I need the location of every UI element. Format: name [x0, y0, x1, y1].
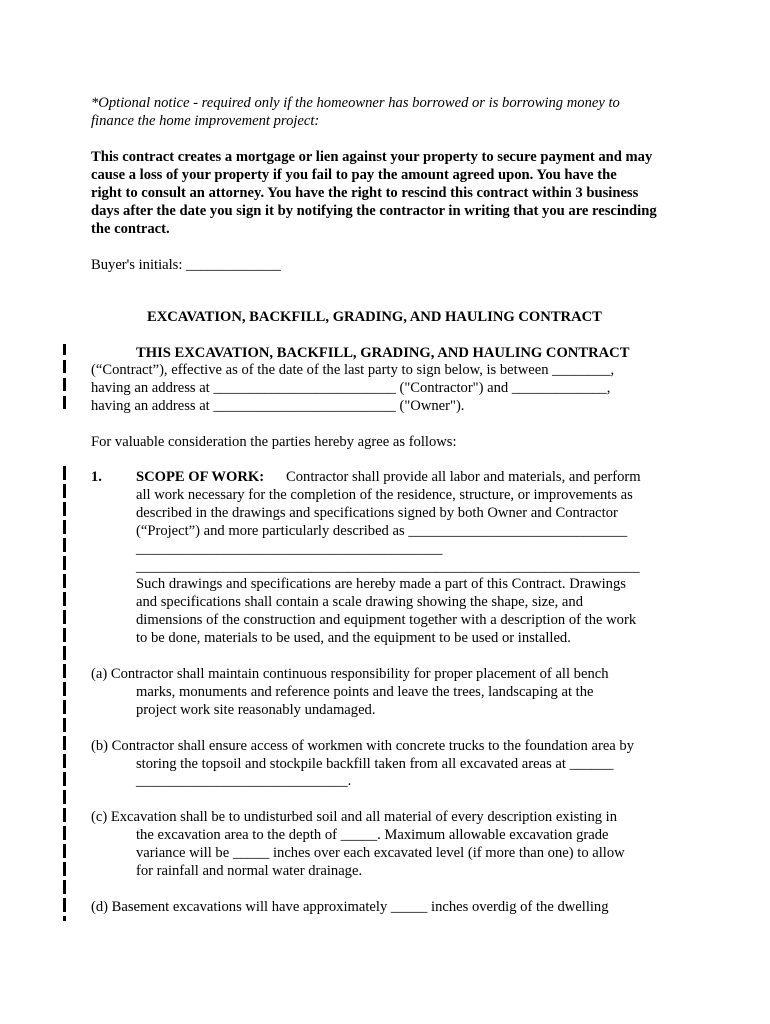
clause-c-line: for rainfall and normal water drainage. [136, 863, 363, 879]
section-line: Such drawings and specifications are hereby made a part of this Contract. Drawings [136, 576, 626, 592]
clause-b-line: storing the topsoil and stockpile backfill taken from all excavated areas at ______ [136, 756, 614, 772]
section-line: _____________________________________________________________________ [136, 559, 640, 575]
lien-warning-line: days after the date you sign it by notifying the contractor in writing that you are rescinding [91, 203, 657, 219]
section-line: all work necessary for the completion of the residence, structure, or improvements as [136, 487, 633, 503]
section-line: dimensions of the construction and equipment together with a description of the work [136, 612, 637, 628]
clause-c-line: variance will be _____ inches over each excavated level (if more than one) to allow [136, 845, 625, 861]
section-line: (“Project”) and more particularly described as ______________________________ [136, 523, 628, 539]
lien-warning-line: the contract. [91, 221, 170, 237]
clause-c-line: (c) Excavation shall be to undisturbed soil and all material of every description existing in [91, 809, 618, 825]
clause-c-line: the excavation area to the depth of _____. Maximum allowable excavation grade [136, 827, 609, 843]
intro-line: THIS EXCAVATION, BACKFILL, GRADING, AND HAULING CONTRACT [136, 345, 630, 361]
lien-warning-line: cause a loss of your property if you fail to pay the amount agreed upon. You have the [91, 167, 617, 183]
clause-b-line: (b) Contractor shall ensure access of workmen with concrete trucks to the foundation area by [91, 738, 635, 754]
clause-b-line: _____________________________. [136, 773, 352, 789]
optional-notice-line: finance the home improvement project: [91, 113, 320, 129]
buyer-initials-field[interactable]: Buyer's initials: _____________ [91, 257, 281, 273]
section-line: and specifications shall contain a scale drawing showing the shape, size, and [136, 594, 583, 610]
clause-a-line: project work site reasonably undamaged. [136, 702, 376, 718]
section-line: Contractor shall provide all labor and materials, and perform [286, 469, 641, 485]
section-heading: SCOPE OF WORK: [136, 469, 265, 485]
consideration-line: For valuable consideration the parties hereby agree as follows: [91, 434, 457, 450]
intro-line: (“Contract”), effective as of the date of the last party to sign below, is between ________, [91, 362, 615, 378]
clause-a-line: marks, monuments and reference points and leave the trees, landscaping at the [136, 684, 594, 700]
section-line: to be done, materials to be used, and the equipment to be used or installed. [136, 630, 571, 646]
change-bar [63, 360, 66, 373]
clause-d-line: (d) Basement excavations will have approximately _____ inches overdig of the dwelling [91, 899, 609, 915]
optional-notice-line: *Optional notice - required only if the homeowner has borrowed or is borrowing money to [91, 95, 620, 111]
intro-line: having an address at _________________________ ("Owner"). [91, 398, 465, 414]
contract-title: EXCAVATION, BACKFILL, GRADING, AND HAULING CONTRACT [147, 309, 602, 325]
intro-line: having an address at _________________________ ("Contractor") and _____________, [91, 380, 611, 396]
change-bar [63, 466, 66, 921]
change-bar [63, 396, 66, 409]
change-bar [63, 378, 66, 391]
section-number: 1. [91, 469, 102, 485]
lien-warning-line: right to consult an attorney. You have the right to rescind this contract within 3 business [91, 185, 639, 201]
section-line: described in the drawings and specifications signed by both Owner and Contractor [136, 505, 618, 521]
section-line: __________________________________________ [136, 541, 443, 557]
lien-warning-line: This contract creates a mortgage or lien against your property to secure payment and may [91, 149, 653, 165]
clause-a-line: (a) Contractor shall maintain continuous responsibility for proper placement of all bench [91, 666, 609, 682]
change-bar [63, 344, 66, 355]
